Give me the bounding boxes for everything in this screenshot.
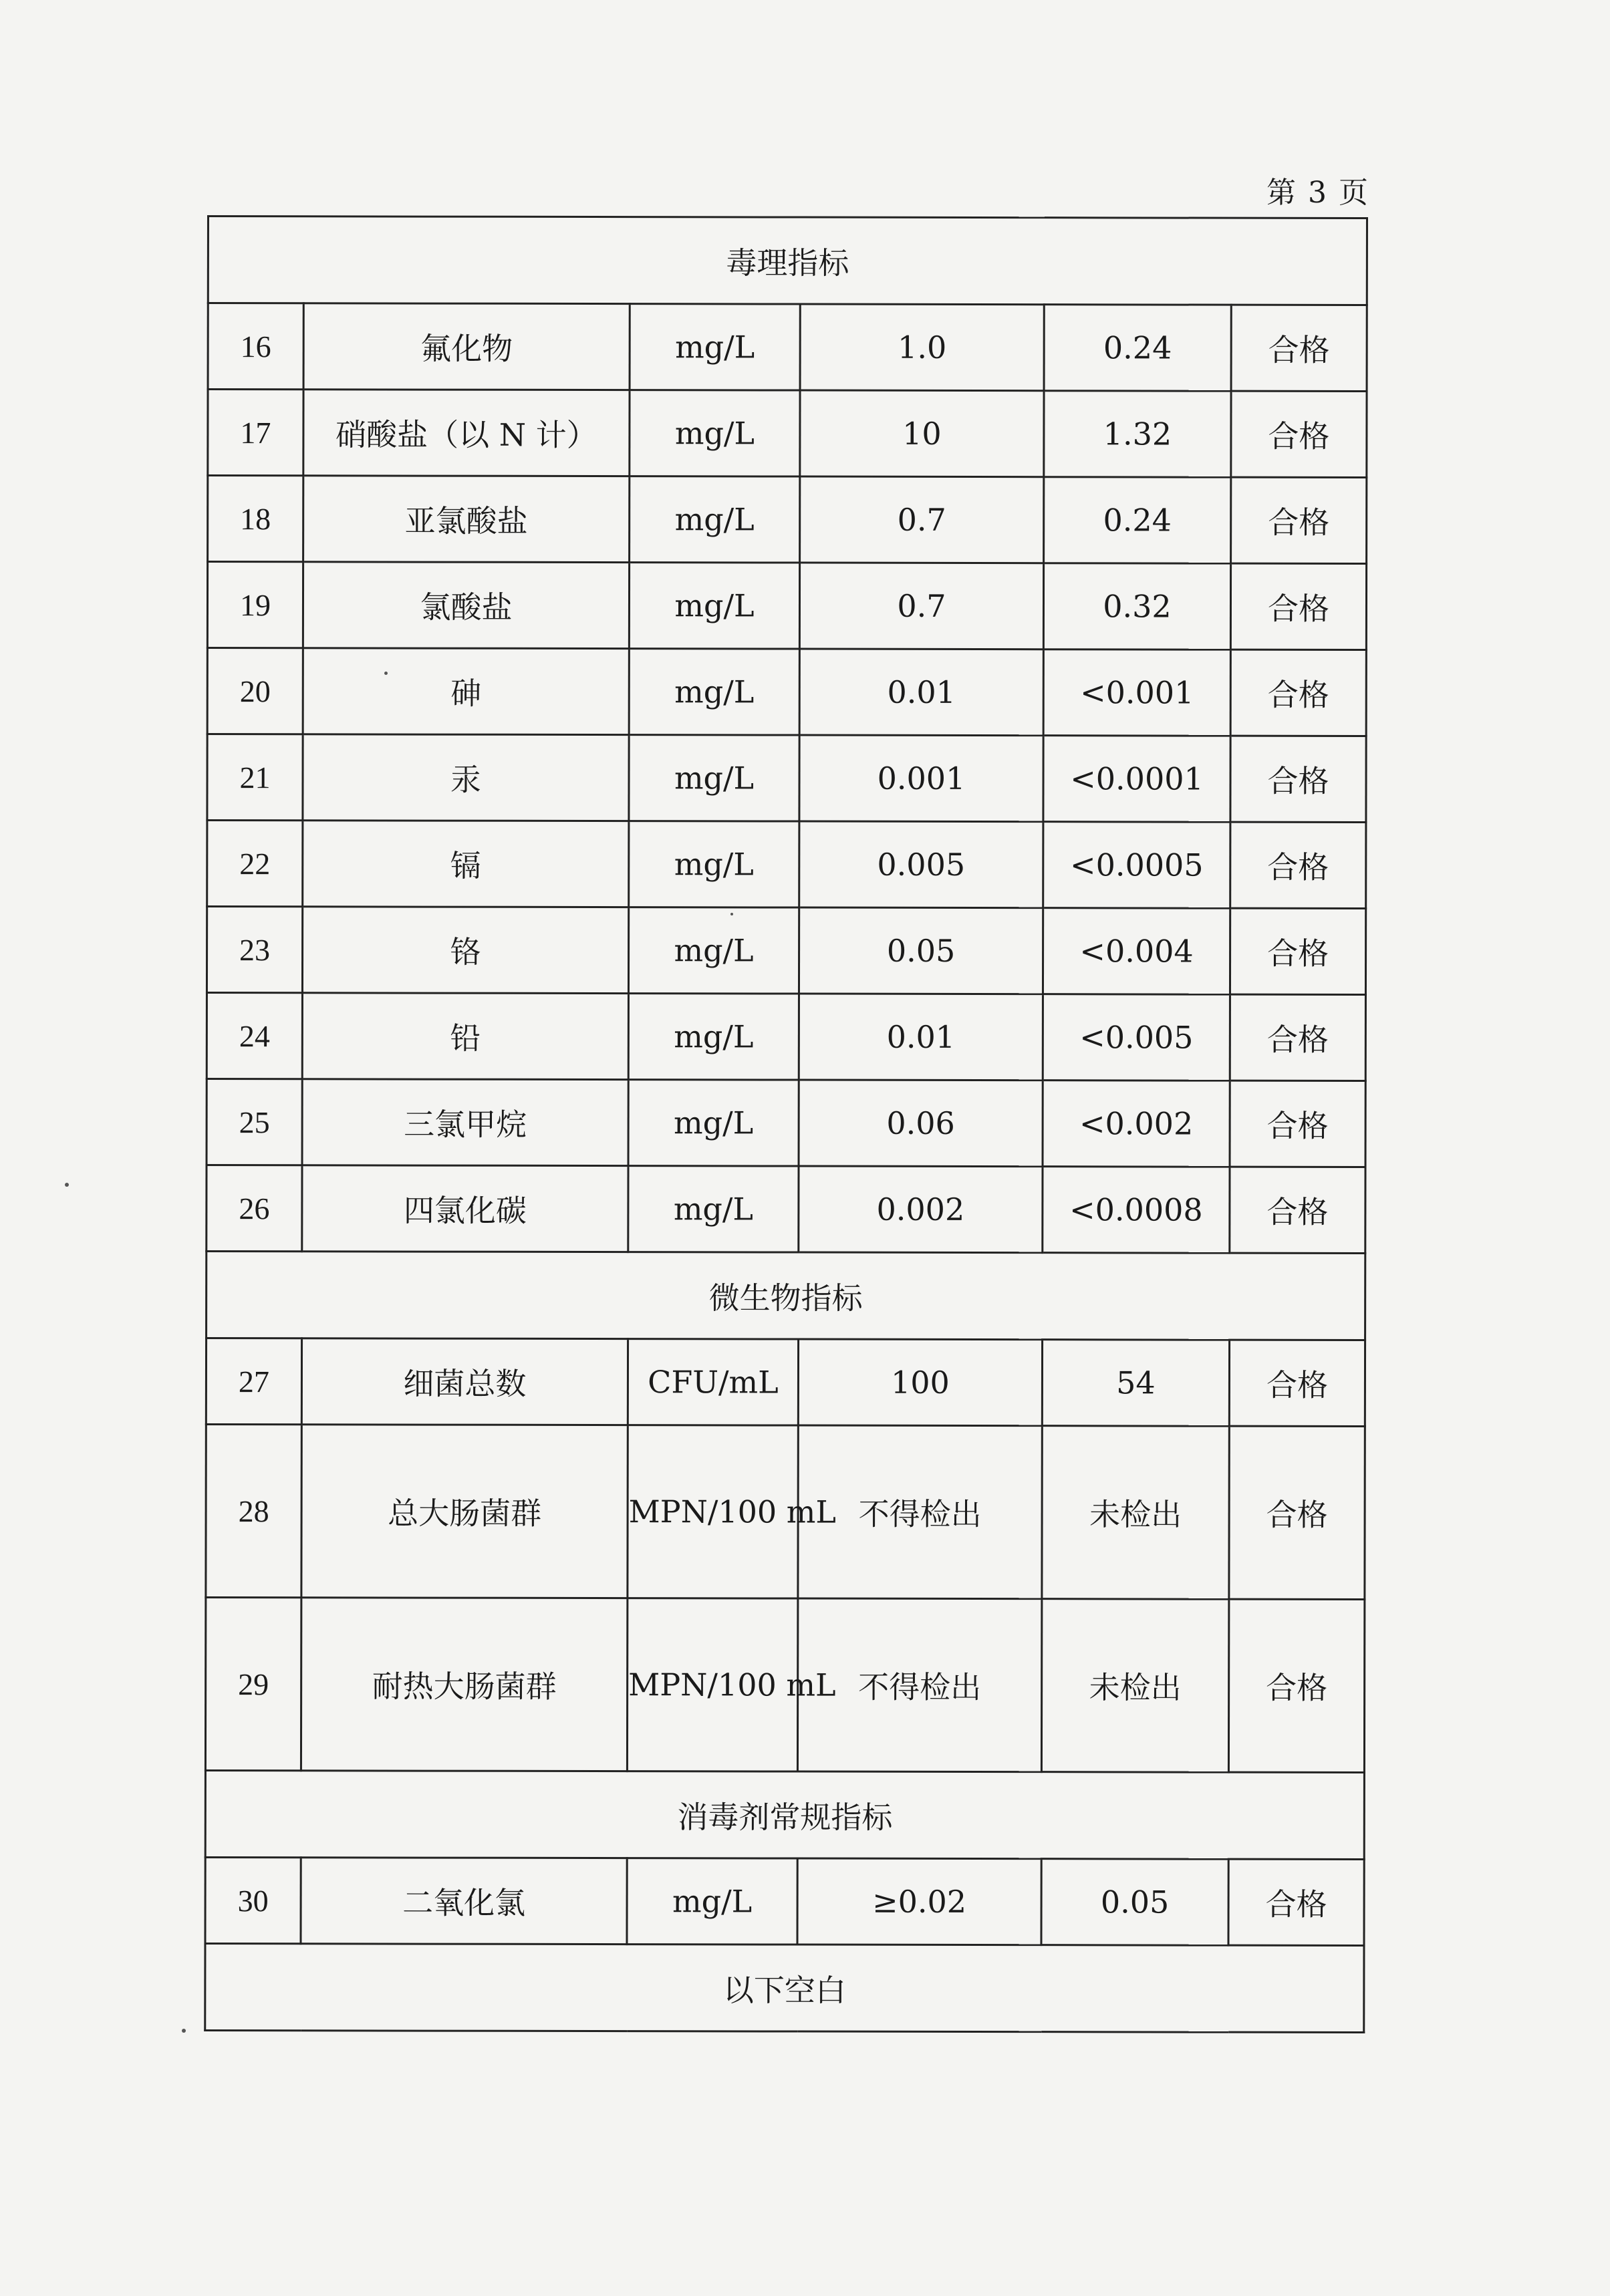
item-name: 镉 [303, 821, 629, 907]
table-row [207, 993, 1365, 1081]
limit-value: 0.05 [799, 907, 1043, 994]
verdict: 合格 [1229, 1426, 1365, 1599]
verdict: 合格 [1230, 908, 1365, 994]
result-value: 未检出 [1042, 1426, 1229, 1599]
limit-value: 0.7 [799, 563, 1043, 650]
verdict: 合格 [1228, 1599, 1365, 1772]
section-header-row [208, 217, 1367, 305]
table-row [206, 1338, 1365, 1427]
table-row [207, 907, 1365, 995]
section-title: 微生物指标 [207, 1252, 1365, 1340]
unit: mg/L [628, 1080, 799, 1166]
unit: mg/L [630, 476, 800, 563]
table-row [205, 1597, 1365, 1772]
table-row [206, 1424, 1365, 1599]
table-row [208, 303, 1367, 392]
unit: CFU/mL [628, 1339, 798, 1425]
limit-value: 0.002 [799, 1166, 1043, 1253]
item-name: 铅 [302, 993, 628, 1080]
verdict: 合格 [1231, 391, 1367, 477]
item-name: 氟化物 [303, 303, 630, 390]
verdict: 合格 [1230, 822, 1366, 908]
item-name: 总大肠菌群 [301, 1425, 628, 1598]
item-name: 亚氯酸盐 [303, 476, 630, 563]
unit: mg/L [629, 563, 799, 649]
table-row [208, 390, 1367, 478]
verdict: 合格 [1230, 563, 1366, 650]
row-number: 21 [207, 734, 303, 821]
item-name: 硝酸盐（以 N 计） [303, 390, 630, 476]
limit-value: 0.001 [799, 735, 1043, 822]
result-value: 54 [1042, 1340, 1229, 1426]
table-row [207, 1079, 1365, 1167]
limit-value: 10 [800, 390, 1044, 477]
table-row [207, 734, 1366, 823]
scan-speck [384, 672, 388, 675]
row-number: 29 [205, 1597, 301, 1770]
limit-value: 不得检出 [798, 1425, 1042, 1599]
unit: mg/L [627, 1858, 797, 1945]
item-name: 氯酸盐 [303, 562, 629, 649]
section-header-row [205, 1770, 1364, 1859]
limit-value: 1.0 [800, 304, 1044, 391]
result-value: <0.005 [1043, 994, 1230, 1081]
section-header-row [207, 1252, 1365, 1340]
limit-value: 0.005 [799, 821, 1043, 908]
result-value: 0.32 [1043, 563, 1230, 650]
scan-speck [182, 2029, 186, 2033]
table-row [205, 1857, 1364, 1945]
limit-value: ≥0.02 [797, 1858, 1041, 1945]
row-number: 17 [208, 390, 303, 476]
result-value: 未检出 [1041, 1599, 1228, 1772]
item-name: 细菌总数 [301, 1338, 628, 1425]
scan-speck [65, 1183, 69, 1187]
row-number: 26 [207, 1165, 302, 1252]
row-number: 27 [206, 1338, 301, 1425]
test-results-table [204, 215, 1368, 2033]
verdict: 合格 [1231, 305, 1367, 391]
item-name: 汞 [303, 734, 629, 821]
table-row [208, 476, 1367, 564]
unit: mg/L [629, 735, 799, 821]
verdict: 合格 [1231, 477, 1367, 563]
blank-below-note: 以下空白 [205, 1943, 1364, 2032]
unit: MPN/100 mL [627, 1598, 797, 1771]
unit: mg/L [628, 1166, 799, 1252]
result-value: 0.05 [1041, 1859, 1228, 1945]
unit: mg/L [629, 649, 799, 735]
verdict: 合格 [1230, 1167, 1365, 1253]
verdict: 合格 [1230, 650, 1366, 736]
table-row [207, 1165, 1365, 1254]
verdict: 合格 [1230, 1081, 1365, 1167]
unit: mg/L [628, 994, 799, 1080]
verdict: 合格 [1228, 1859, 1364, 1945]
table-row [207, 821, 1366, 909]
row-number: 28 [206, 1424, 301, 1597]
result-value: 0.24 [1044, 305, 1231, 391]
result-value: <0.0008 [1043, 1167, 1230, 1253]
unit: MPN/100 mL [628, 1425, 798, 1598]
table-row [207, 562, 1366, 650]
table-row [207, 648, 1366, 736]
section-title: 毒理指标 [208, 217, 1367, 305]
unit: mg/L [628, 907, 799, 994]
limit-value: 0.01 [799, 994, 1043, 1081]
result-value: <0.004 [1043, 908, 1230, 994]
item-name: 耐热大肠菌群 [301, 1598, 627, 1771]
item-name: 二氧化氯 [301, 1858, 627, 1945]
result-value: 0.24 [1044, 477, 1231, 563]
limit-value: 0.7 [800, 476, 1044, 563]
footer-row [205, 1943, 1364, 2032]
limit-value: 0.06 [799, 1080, 1043, 1167]
limit-value: 100 [798, 1339, 1042, 1426]
verdict: 合格 [1230, 736, 1366, 822]
scan-speck [730, 913, 733, 915]
unit: mg/L [630, 304, 800, 390]
section-title: 消毒剂常规指标 [205, 1770, 1364, 1859]
limit-value: 0.01 [799, 649, 1043, 736]
verdict: 合格 [1229, 1340, 1365, 1426]
item-name: 铬 [302, 907, 628, 994]
row-number: 16 [208, 303, 303, 390]
row-number: 22 [207, 821, 303, 907]
row-number: 18 [208, 476, 303, 562]
result-value: 1.32 [1044, 391, 1231, 477]
row-number: 19 [207, 562, 303, 648]
verdict: 合格 [1230, 994, 1365, 1081]
row-number: 30 [205, 1857, 301, 1943]
result-value: <0.0005 [1043, 822, 1230, 908]
unit: mg/L [629, 821, 799, 907]
limit-value: 不得检出 [797, 1598, 1041, 1772]
result-value: <0.001 [1043, 650, 1230, 736]
page-number: 第 3 页 [1266, 176, 1369, 210]
row-number: 24 [207, 993, 302, 1079]
item-name: 四氯化碳 [302, 1165, 628, 1252]
unit: mg/L [630, 390, 800, 476]
result-value: <0.002 [1043, 1081, 1230, 1167]
result-value: <0.0001 [1043, 736, 1230, 822]
row-number: 23 [207, 907, 302, 993]
row-number: 20 [207, 648, 303, 734]
row-number: 25 [207, 1079, 302, 1165]
item-name: 三氯甲烷 [302, 1079, 628, 1166]
item-name: 砷 [303, 648, 629, 735]
